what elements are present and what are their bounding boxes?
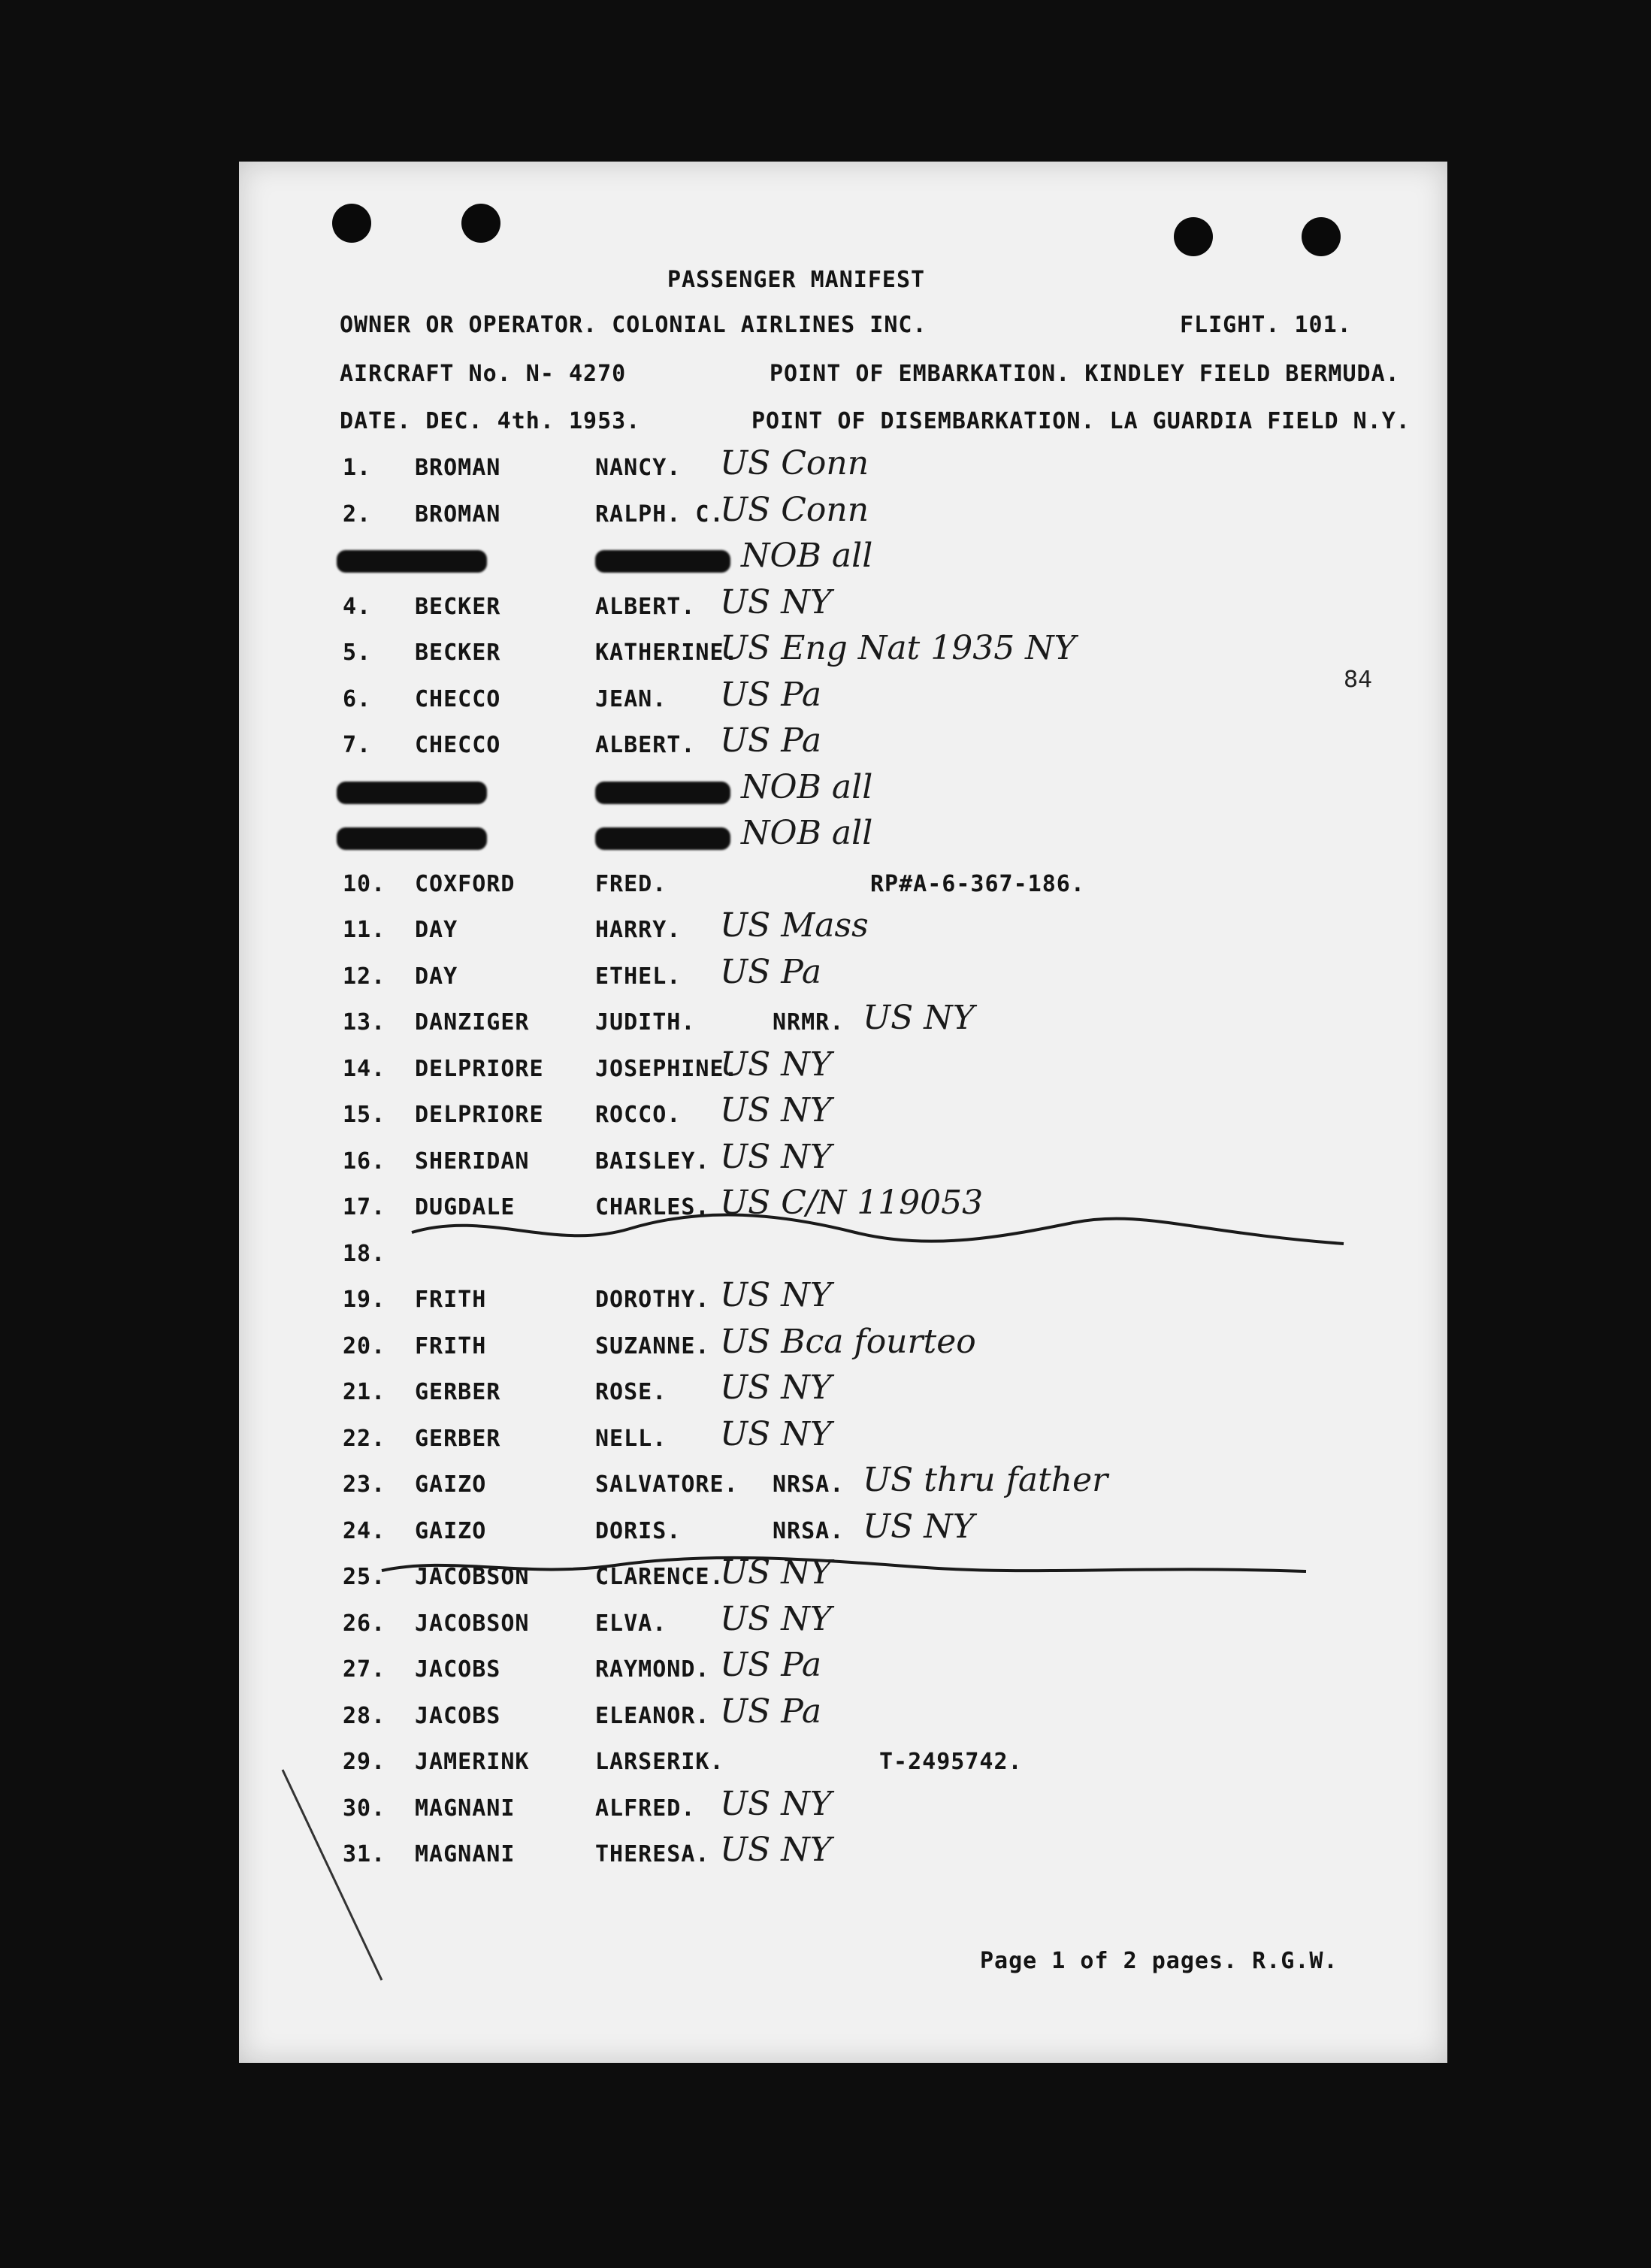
passenger-last-name: BECKER — [415, 640, 501, 666]
typed-note: RP#A-6-367-186. — [870, 871, 1085, 897]
row-number: 12. — [343, 963, 386, 990]
typed-note: NRSA. — [773, 1518, 845, 1544]
handwritten-note: US Bca fourteo — [720, 1323, 976, 1361]
passenger-first-name: NELL. — [595, 1426, 667, 1452]
handwritten-note: US NY — [720, 1045, 832, 1084]
row-number: 10. — [343, 871, 386, 897]
passenger-last-name: FRITH — [415, 1287, 487, 1313]
handwritten-note: US NY — [720, 1091, 832, 1129]
row-number: 7. — [343, 732, 372, 758]
passenger-last-name: CHECCO — [415, 732, 501, 758]
page-footer: Page 1 of 2 pages. R.G.W. — [980, 1948, 1338, 1974]
row-number: 19. — [343, 1287, 386, 1313]
handwritten-note: US Conn — [720, 444, 869, 482]
passenger-first-name: KATHERINE. — [595, 640, 739, 666]
owner-line: OWNER OR OPERATOR. COLONIAL AIRLINES INC. — [340, 312, 927, 338]
passenger-first-name: ALFRED. — [595, 1795, 696, 1822]
handwritten-note: US NY — [863, 1507, 975, 1546]
passenger-first-name: ALBERT. — [595, 732, 696, 758]
row-number: 25. — [343, 1564, 386, 1590]
passenger-first-name: ROCCO. — [595, 1102, 682, 1128]
manifest-sheet — [239, 162, 1447, 2063]
passenger-first-name: CHARLES. — [595, 1194, 710, 1220]
passenger-last-name: MAGNANI — [415, 1841, 516, 1867]
passenger-first-name: LARSERIK. — [595, 1749, 724, 1775]
row-number: 30. — [343, 1795, 386, 1822]
row-number: 6. — [343, 686, 372, 712]
passenger-last-name: JACOBSON — [415, 1610, 530, 1637]
handwritten-note: US NY — [720, 1600, 832, 1638]
passenger-first-name: BAISLEY. — [595, 1148, 710, 1175]
redaction-mark — [337, 827, 487, 850]
punch-hole — [332, 204, 371, 243]
row-number: 21. — [343, 1379, 386, 1405]
handwritten-note: US thru father — [863, 1461, 1108, 1499]
row-number: 1. — [343, 455, 372, 481]
passenger-last-name: BECKER — [415, 594, 501, 620]
passenger-first-name: FRED. — [595, 871, 667, 897]
passenger-first-name: DOROTHY. — [595, 1287, 710, 1313]
passenger-first-name: SUZANNE. — [595, 1333, 710, 1359]
handwritten-note: NOB all — [741, 768, 873, 806]
handwritten-note: NOB all — [741, 537, 873, 575]
handwritten-note: US C/N 119053 — [720, 1184, 984, 1222]
row-number: 29. — [343, 1749, 386, 1775]
passenger-last-name: MAGNANI — [415, 1795, 516, 1822]
row-number: 5. — [343, 640, 372, 666]
handwritten-note: US NY — [720, 1138, 832, 1176]
row-number: 17. — [343, 1194, 386, 1220]
row-number: 16. — [343, 1148, 386, 1175]
row-number: 11. — [343, 917, 386, 943]
passenger-last-name: DELPRIORE — [415, 1056, 544, 1082]
manifest-date: DATE. DEC. 4th. 1953. — [340, 408, 641, 434]
passenger-first-name: HARRY. — [595, 917, 682, 943]
passenger-last-name: BROMAN — [415, 455, 501, 481]
row-number: 28. — [343, 1703, 386, 1729]
redaction-mark — [595, 550, 730, 573]
handwritten-note: US NY — [863, 999, 975, 1037]
passenger-last-name: FRITH — [415, 1333, 487, 1359]
passenger-last-name: GERBER — [415, 1426, 501, 1452]
passenger-first-name: THERESA. — [595, 1841, 710, 1867]
handwritten-note: US Pa — [720, 721, 822, 760]
punch-hole — [461, 204, 500, 243]
row-number: 2. — [343, 501, 372, 528]
manifest-title: PASSENGER MANIFEST — [667, 267, 926, 293]
handwritten-note: US Pa — [720, 676, 822, 714]
handwritten-note: US Mass — [720, 906, 869, 945]
passenger-last-name: DANZIGER — [415, 1009, 530, 1036]
row-number: 15. — [343, 1102, 386, 1128]
row-number: 31. — [343, 1841, 386, 1867]
handwritten-note: US NY — [720, 1368, 832, 1407]
passenger-last-name: DELPRIORE — [415, 1102, 544, 1128]
row-number: 14. — [343, 1056, 386, 1082]
passenger-first-name: DORIS. — [595, 1518, 682, 1544]
row-number: 13. — [343, 1009, 386, 1036]
passenger-last-name: BROMAN — [415, 501, 501, 528]
row-number: 27. — [343, 1656, 386, 1683]
disembarkation-point: POINT OF DISEMBARKATION. LA GUARDIA FIELD N.Y. — [751, 408, 1411, 434]
handwritten-note: US NY — [720, 1553, 832, 1592]
passenger-last-name: SHERIDAN — [415, 1148, 530, 1175]
handwritten-note: US NY — [720, 583, 832, 621]
embarkation-point: POINT OF EMBARKATION. KINDLEY FIELD BERMUDA. — [770, 361, 1400, 387]
row-number: 22. — [343, 1426, 386, 1452]
passenger-first-name: ELEANOR. — [595, 1703, 710, 1729]
passenger-first-name: JOSEPHINE. — [595, 1056, 739, 1082]
row-number: 23. — [343, 1471, 386, 1498]
passenger-last-name: GERBER — [415, 1379, 501, 1405]
passenger-last-name: GAIZO — [415, 1518, 487, 1544]
passenger-first-name: RAYMOND. — [595, 1656, 710, 1683]
margin-note: 84 — [1344, 667, 1373, 693]
passenger-last-name: COXFORD — [415, 871, 516, 897]
handwritten-note: US Pa — [720, 953, 822, 991]
passenger-first-name: SALVATORE. — [595, 1471, 739, 1498]
redaction-mark — [595, 827, 730, 850]
typed-note: NRMR. — [773, 1009, 845, 1036]
row-number: 18. — [343, 1241, 386, 1267]
row-number: 20. — [343, 1333, 386, 1359]
punch-hole — [1302, 217, 1341, 256]
aircraft-number: AIRCRAFT No. N- 4270 — [340, 361, 627, 387]
row-number: 4. — [343, 594, 372, 620]
passenger-first-name: ELVA. — [595, 1610, 667, 1637]
passenger-first-name: ROSE. — [595, 1379, 667, 1405]
passenger-last-name: DAY — [415, 963, 458, 990]
passenger-first-name: RALPH. C. — [595, 501, 724, 528]
handwritten-note: US Conn — [720, 491, 869, 529]
handwritten-note: US NY — [720, 1831, 832, 1869]
passenger-first-name: JEAN. — [595, 686, 667, 712]
typed-note: T-2495742. — [879, 1749, 1023, 1775]
passenger-first-name: ETHEL. — [595, 963, 682, 990]
passenger-first-name: JUDITH. — [595, 1009, 696, 1036]
passenger-first-name: ALBERT. — [595, 594, 696, 620]
redaction-mark — [595, 782, 730, 804]
passenger-first-name: CLARENCE. — [595, 1564, 724, 1590]
passenger-last-name: JACOBS — [415, 1703, 501, 1729]
handwritten-note: NOB all — [741, 814, 873, 852]
handwritten-note: US Pa — [720, 1692, 822, 1731]
punch-hole — [1174, 217, 1213, 256]
typed-note: NRSA. — [773, 1471, 845, 1498]
passenger-last-name: JAMERINK — [415, 1749, 530, 1775]
passenger-last-name: DUGDALE — [415, 1194, 516, 1220]
handwritten-note: US NY — [720, 1785, 832, 1823]
redaction-mark — [337, 550, 487, 573]
passenger-last-name: JACOBSON — [415, 1564, 530, 1590]
passenger-last-name: JACOBS — [415, 1656, 501, 1683]
passenger-last-name: CHECCO — [415, 686, 501, 712]
handwritten-note: US NY — [720, 1415, 832, 1453]
passenger-last-name: GAIZO — [415, 1471, 487, 1498]
handwritten-note: US Eng Nat 1935 NY — [720, 629, 1076, 667]
passenger-last-name: DAY — [415, 917, 458, 943]
flight-number: FLIGHT. 101. — [1180, 312, 1352, 338]
handwritten-note: US Pa — [720, 1646, 822, 1684]
passenger-first-name: NANCY. — [595, 455, 682, 481]
row-number: 24. — [343, 1518, 386, 1544]
handwritten-note: US NY — [720, 1276, 832, 1314]
redaction-mark — [337, 782, 487, 804]
row-number: 26. — [343, 1610, 386, 1637]
